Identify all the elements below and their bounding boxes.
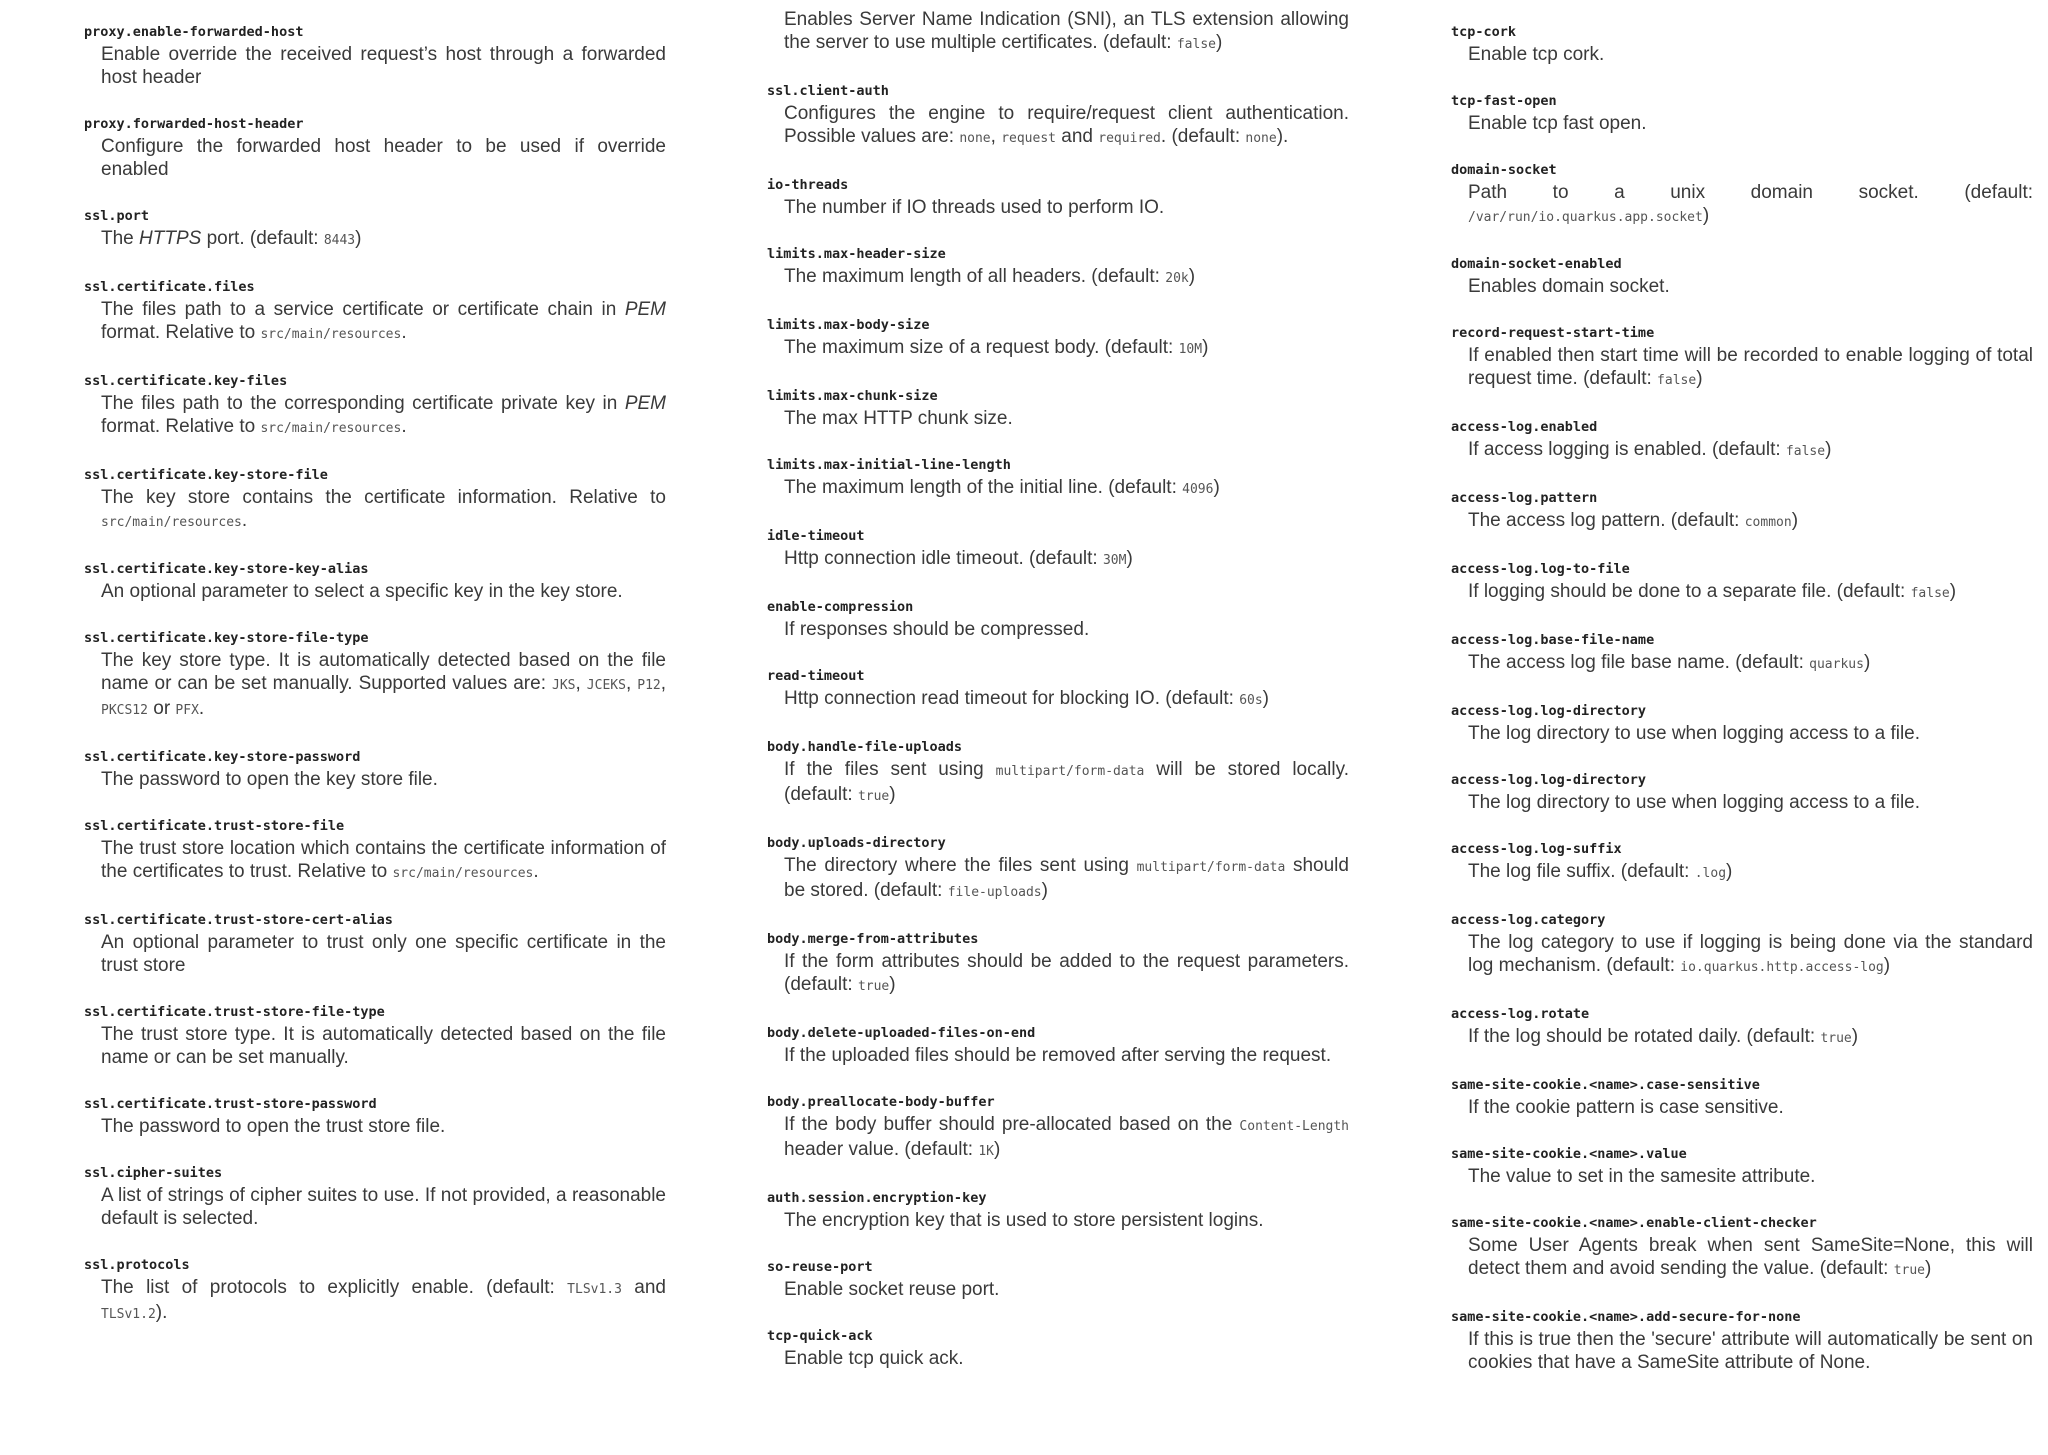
description-text: .	[401, 416, 407, 437]
description-text: )	[1202, 337, 1209, 358]
config-key: ssl.certificate.key-files	[84, 373, 288, 389]
config-key: access-log.category	[1451, 912, 1606, 928]
config-key: access-log.rotate	[1451, 1006, 1590, 1022]
inline-code: false	[1176, 37, 1216, 52]
config-key: record-request-start-time	[1451, 325, 1655, 341]
config-description	[101, 580, 666, 603]
config-description	[1468, 1025, 2033, 1050]
config-entry	[84, 1004, 666, 1069]
config-entry	[1451, 561, 2033, 605]
config-key: access-log.enabled	[1451, 419, 1598, 435]
column-3	[1451, 14, 2033, 1455]
description-text: will be stored locally. (default:	[784, 759, 1349, 805]
description-text: )	[355, 228, 362, 249]
config-entry	[767, 1190, 1349, 1232]
config-key: tcp-fast-open	[1451, 93, 1557, 109]
description-text: The password to open the key store file.	[101, 769, 438, 790]
config-key: ssl.protocols	[84, 1257, 190, 1273]
inline-code: /var/run/io.quarkus.app.socket	[1468, 210, 1703, 225]
config-description	[784, 336, 1349, 361]
config-key: access-log.log-directory	[1451, 703, 1647, 719]
column-2	[767, 8, 1349, 1455]
config-entry	[1451, 1309, 2033, 1374]
description-text: and	[621, 1277, 666, 1298]
description-text: Some User Agents break when sent SameSite=None, this will detect them and avoid sending the value. (default:	[1468, 1235, 2033, 1279]
config-entry	[84, 467, 666, 534]
config-key: idle-timeout	[767, 528, 865, 544]
config-entry	[84, 1096, 666, 1138]
config-description	[784, 102, 1349, 150]
config-description	[784, 854, 1349, 904]
config-description	[1468, 791, 2033, 814]
description-text: Enables domain socket.	[1468, 276, 1670, 297]
emphasis-text: PEM	[624, 299, 666, 320]
config-entry	[1451, 256, 2033, 298]
description-text: The key store type. It is automatically detected based on the file name or can be set manually. Supported values are:	[101, 650, 666, 694]
config-description	[784, 618, 1349, 641]
inline-code: none	[959, 131, 991, 146]
config-entry	[767, 1094, 1349, 1163]
description-text: ,	[575, 673, 587, 694]
description-text: . (default:	[1160, 126, 1246, 147]
description-text: If the body buffer should pre-allocated based on the	[784, 1114, 1240, 1135]
config-key: access-log.base-file-name	[1451, 632, 1655, 648]
description-text: If the files sent using	[784, 759, 996, 780]
config-entry	[1451, 93, 2033, 135]
config-key: access-log.log-directory	[1451, 772, 1647, 788]
description-text: An optional parameter to select a specific key in the key store.	[101, 581, 623, 602]
description-text: The maximum length of the initial line. (default:	[784, 477, 1183, 498]
config-key: read-timeout	[767, 668, 865, 684]
description-text: The	[101, 228, 140, 249]
inline-code: true	[857, 979, 890, 994]
inline-code: 1K	[978, 1144, 995, 1159]
config-entry	[84, 279, 666, 346]
config-entry	[84, 373, 666, 440]
config-entry	[84, 116, 666, 181]
config-entry	[767, 8, 1349, 56]
config-key: limits.max-body-size	[767, 317, 930, 333]
description-text: The log file suffix. (default:	[1468, 861, 1695, 882]
config-entry	[84, 561, 666, 603]
config-description	[784, 407, 1349, 430]
config-description	[784, 196, 1349, 219]
config-description	[784, 547, 1349, 572]
config-entry	[767, 177, 1349, 219]
config-entry	[84, 912, 666, 977]
description-text: If this is true then the 'secure' attribute will automatically be sent on cookies that have a SameSite attribute of None.	[1468, 1329, 2033, 1373]
config-description	[1468, 580, 2033, 605]
description-text: The trust store type. It is automatically detected based on the file name or can be set manually.	[101, 1024, 666, 1068]
description-text: An optional parameter to trust only one specific certificate in the trust store	[101, 932, 666, 976]
config-key: ssl.client-auth	[767, 83, 889, 99]
config-description	[1468, 1165, 2033, 1188]
description-text: Enable tcp cork.	[1468, 44, 1605, 65]
config-key: body.preallocate-body-buffer	[767, 1094, 995, 1110]
description-text: The access log file base name. (default:	[1468, 652, 1810, 673]
config-key: domain-socket	[1451, 162, 1557, 178]
description-text: )	[1126, 548, 1133, 569]
config-description	[1468, 651, 2033, 676]
config-key: ssl.cipher-suites	[84, 1165, 223, 1181]
inline-code: TLSv1.3	[567, 1282, 622, 1297]
config-entry	[84, 749, 666, 791]
description-text: Configures the engine to require/request client authentication. Possible values are:	[784, 103, 1349, 147]
config-key: body.merge-from-attributes	[767, 931, 979, 947]
description-text: )	[1215, 32, 1223, 53]
config-key: ssl.port	[84, 208, 150, 224]
config-key: access-log.log-to-file	[1451, 561, 1630, 577]
config-entry	[767, 599, 1349, 641]
description-text: )	[1702, 205, 1710, 226]
config-key: access-log.log-suffix	[1451, 841, 1622, 857]
config-key: enable-compression	[767, 599, 914, 615]
config-entry	[1451, 1215, 2033, 1282]
description-text: The directory where the files sent using	[784, 855, 1137, 876]
inline-code: 4096	[1182, 482, 1214, 497]
config-description	[101, 1184, 666, 1230]
config-key: ssl.certificate.files	[84, 279, 255, 295]
description-text: Enable socket reuse port.	[784, 1279, 1000, 1300]
config-key: same-site-cookie.<name>.value	[1451, 1146, 1687, 1162]
config-entry	[1451, 772, 2033, 814]
config-entry	[767, 1259, 1349, 1301]
inline-code: required	[1098, 131, 1161, 146]
description-text: The access log pattern. (default:	[1468, 510, 1745, 531]
config-entry	[767, 931, 1349, 998]
description-text: The number if IO threads used to perform IO.	[784, 197, 1165, 218]
config-entry	[84, 208, 666, 252]
inline-code: Content-Length	[1239, 1119, 1349, 1134]
description-text: The log category to use if logging is being done via the standard log mechanism. (default:	[1468, 932, 2033, 976]
description-text: If responses should be compressed.	[784, 619, 1090, 640]
config-description	[1468, 1234, 2033, 1282]
inline-code: false	[1910, 586, 1950, 601]
description-text: port. (default:	[201, 228, 324, 249]
description-text: )	[1863, 652, 1871, 673]
description-text: format. Relative to	[101, 416, 261, 437]
config-entry	[1451, 325, 2033, 392]
description-text: Enable tcp fast open.	[1468, 113, 1647, 134]
config-description	[1468, 438, 2033, 463]
description-text: If logging should be done to a separate file. (default:	[1468, 581, 1911, 602]
config-key: same-site-cookie.<name>.enable-client-checker	[1451, 1215, 1817, 1231]
inline-code: 8443	[323, 233, 356, 248]
config-key: limits.max-header-size	[767, 246, 946, 262]
inline-code: false	[1657, 373, 1697, 388]
description-text: Enable override the received request’s host through a forwarded host header	[101, 44, 666, 88]
config-key: body.uploads-directory	[767, 835, 946, 851]
config-entry	[1451, 490, 2033, 534]
config-key: tcp-cork	[1451, 24, 1517, 40]
config-description	[1468, 722, 2033, 745]
config-description	[784, 476, 1349, 501]
description-text: )	[1883, 955, 1891, 976]
config-key: ssl.certificate.key-store-key-alias	[84, 561, 369, 577]
description-text: )	[1825, 439, 1832, 460]
config-description	[101, 1023, 666, 1069]
config-entry	[1451, 1077, 2033, 1119]
config-entry	[84, 630, 666, 722]
config-key: so-reuse-port	[767, 1259, 873, 1275]
config-entry	[84, 818, 666, 885]
config-description	[784, 687, 1349, 712]
config-key: ssl.certificate.trust-store-cert-alias	[84, 912, 393, 928]
config-entry	[767, 739, 1349, 808]
inline-code: JCEKS	[586, 678, 626, 693]
inline-code: multipart/form-data	[995, 764, 1145, 779]
description-text: or	[147, 698, 176, 719]
inline-code: true	[1820, 1031, 1852, 1046]
config-key: body.handle-file-uploads	[767, 739, 963, 755]
config-description	[101, 135, 666, 181]
description-text: )	[889, 784, 896, 805]
description-text: Enables Server Name Indication (SNI), an TLS extension allowing the server to use multiple certificates. (default:	[784, 9, 1349, 53]
config-description	[784, 8, 1349, 56]
description-text: Http connection read timeout for blocking IO. (default:	[784, 688, 1240, 709]
inline-code: none	[1245, 131, 1277, 146]
description-text: The log directory to use when logging access to a file.	[1468, 723, 1921, 744]
inline-code: src/main/resources	[260, 421, 402, 436]
description-text: The maximum size of a request body. (default:	[784, 337, 1179, 358]
description-text: )	[1041, 880, 1048, 901]
description-text: )	[994, 1139, 1001, 1160]
inline-code: src/main/resources	[260, 327, 402, 342]
config-description	[1468, 344, 2033, 392]
description-text: ).	[155, 1302, 168, 1323]
inline-code: file-uploads	[947, 885, 1042, 900]
config-description	[101, 1276, 666, 1326]
description-text: Configure the forwarded host header to be used if override enabled	[101, 136, 666, 180]
config-entry	[767, 528, 1349, 572]
description-text: )	[889, 974, 896, 995]
inline-code: false	[1785, 444, 1826, 459]
description-text: If enabled then start time will be recorded to enable logging of total request time. (default:	[1468, 345, 2033, 389]
config-description	[1468, 931, 2033, 979]
description-text: The password to open the trust store file.	[101, 1116, 446, 1137]
description-text: )	[1949, 581, 1957, 602]
config-description	[784, 265, 1349, 290]
config-description	[101, 649, 666, 722]
description-text: The log directory to use when logging access to a file.	[1468, 792, 1921, 813]
description-text: Enable tcp quick ack.	[784, 1348, 964, 1369]
inline-code: true	[1893, 1263, 1925, 1278]
description-text: )	[1696, 368, 1703, 389]
inline-code: quarkus	[1809, 657, 1864, 672]
config-key: domain-socket-enabled	[1451, 256, 1622, 272]
config-entry	[767, 457, 1349, 501]
column-1	[84, 14, 666, 1455]
config-key: ssl.certificate.key-store-file-type	[84, 630, 369, 646]
config-description	[101, 837, 666, 885]
config-description	[784, 1347, 1349, 1370]
config-entry	[767, 835, 1349, 904]
emphasis-text: PEM	[624, 393, 666, 414]
config-entry	[767, 83, 1349, 150]
description-text: The list of protocols to explicitly enable. (default:	[101, 1277, 568, 1298]
inline-code: src/main/resources	[101, 515, 242, 530]
config-key: same-site-cookie.<name>.case-sensitive	[1451, 1077, 1760, 1093]
description-text: )	[1925, 1258, 1932, 1279]
config-entry	[1451, 912, 2033, 979]
config-entry	[767, 388, 1349, 430]
config-description	[784, 950, 1349, 998]
config-key: access-log.pattern	[1451, 490, 1598, 506]
config-entry	[1451, 703, 2033, 745]
inline-code: PKCS12	[101, 703, 148, 718]
config-key: ssl.certificate.trust-store-password	[84, 1096, 377, 1112]
config-key: tcp-quick-ack	[767, 1328, 873, 1344]
description-text: If the cookie pattern is case sensitive.	[1468, 1097, 1784, 1118]
config-description	[1468, 112, 2033, 135]
config-description	[1468, 509, 2033, 534]
config-key: io-threads	[767, 177, 849, 193]
config-entry	[1451, 419, 2033, 463]
config-key: body.delete-uploaded-files-on-end	[767, 1025, 1036, 1041]
config-key: proxy.enable-forwarded-host	[84, 24, 304, 40]
config-key: ssl.certificate.trust-store-file	[84, 818, 345, 834]
description-text: ,	[990, 126, 1002, 147]
config-description	[101, 298, 666, 346]
config-entry	[767, 317, 1349, 361]
config-entry	[1451, 1006, 2033, 1050]
config-entry	[767, 1328, 1349, 1370]
description-text: Http connection idle timeout. (default:	[784, 548, 1103, 569]
description-text: )	[1851, 1026, 1859, 1047]
inline-code: src/main/resources	[392, 866, 534, 881]
description-text: .	[241, 510, 248, 531]
config-description	[1468, 43, 2033, 66]
config-entry	[767, 1025, 1349, 1067]
config-description	[1468, 860, 2033, 885]
config-entry	[1451, 1146, 2033, 1188]
emphasis-text: HTTPS	[139, 228, 202, 249]
config-description	[101, 931, 666, 977]
inline-code: JKS	[552, 678, 576, 693]
description-text: )	[1726, 861, 1733, 882]
config-key: limits.max-chunk-size	[767, 388, 938, 404]
description-text: The encryption key that is used to store persistent logins.	[784, 1210, 1264, 1231]
config-description	[101, 392, 666, 440]
config-description	[101, 43, 666, 89]
description-text: .	[198, 698, 205, 719]
config-description	[784, 1278, 1349, 1301]
config-key: limits.max-initial-line-length	[767, 457, 1011, 473]
config-entry	[1451, 841, 2033, 885]
config-entry	[1451, 632, 2033, 676]
description-text: )	[1213, 477, 1220, 498]
config-key: ssl.certificate.key-store-password	[84, 749, 361, 765]
description-text: The maximum length of all headers. (default:	[784, 266, 1166, 287]
description-text: should be stored. (default:	[784, 855, 1349, 901]
inline-code: P12	[637, 678, 661, 693]
config-description	[784, 1113, 1349, 1163]
config-entry	[1451, 24, 2033, 66]
config-key: ssl.certificate.key-store-file	[84, 467, 328, 483]
config-entry	[767, 246, 1349, 290]
description-text: The files path to a service certificate or certificate chain in	[101, 299, 625, 320]
config-description	[101, 486, 666, 534]
inline-code: 30M	[1102, 553, 1127, 568]
description-text: and	[1056, 126, 1099, 147]
description-text: ).	[1276, 126, 1289, 147]
config-description	[784, 1209, 1349, 1232]
config-key: auth.session.encryption-key	[767, 1190, 987, 1206]
config-description	[784, 1044, 1349, 1067]
description-text: The key store contains the certificate information. Relative to	[101, 487, 666, 508]
description-text: The max HTTP chunk size.	[784, 408, 1013, 429]
config-entry	[84, 24, 666, 89]
inline-code: common	[1744, 515, 1792, 530]
inline-code: 10M	[1178, 342, 1203, 357]
description-text: If access logging is enabled. (default:	[1468, 439, 1786, 460]
config-description	[1468, 1096, 2033, 1119]
description-text: The value to set in the samesite attribute.	[1468, 1166, 1816, 1187]
description-text: )	[1791, 510, 1799, 531]
config-entry	[767, 668, 1349, 712]
config-description	[1468, 275, 2033, 298]
description-text: .	[533, 861, 539, 882]
inline-code: TLSv1.2	[101, 1307, 156, 1322]
description-text: )	[1262, 688, 1269, 709]
config-description	[784, 758, 1349, 808]
inline-code: .log	[1694, 866, 1727, 881]
inline-code: multipart/form-data	[1136, 860, 1286, 875]
description-text: .	[401, 322, 407, 343]
inline-code: 20k	[1165, 271, 1189, 286]
description-text: format. Relative to	[101, 322, 261, 343]
config-key: proxy.forwarded-host-header	[84, 116, 304, 132]
config-description	[101, 1115, 666, 1138]
config-key: same-site-cookie.<name>.add-secure-for-none	[1451, 1309, 1801, 1325]
description-text: If the uploaded files should be removed after serving the request.	[784, 1045, 1332, 1066]
inline-code: PFX	[175, 703, 199, 718]
inline-code: io.quarkus.http.access-log	[1680, 960, 1884, 975]
description-text: The trust store location which contains the certificate information of the certificates to trust. Relative to	[101, 838, 666, 882]
description-text: ,	[660, 673, 666, 694]
inline-code: 60s	[1239, 693, 1263, 708]
description-text: A list of strings of cipher suites to use. If not provided, a reasonable default is selected.	[101, 1185, 666, 1229]
inline-code: request	[1001, 131, 1056, 146]
description-text: ,	[625, 673, 638, 694]
config-description	[101, 227, 666, 252]
config-description	[1468, 1328, 2033, 1374]
description-text: Path to a unix domain socket. (default:	[1468, 182, 2033, 203]
config-entry	[84, 1165, 666, 1230]
description-text: If the form attributes should be added to the request parameters. (default:	[784, 951, 1349, 995]
inline-code: true	[857, 789, 890, 804]
config-key: ssl.certificate.trust-store-file-type	[84, 1004, 385, 1020]
config-description	[1468, 181, 2033, 229]
config-entry	[1451, 162, 2033, 229]
description-text: The files path to the corresponding certificate private key in	[101, 393, 625, 414]
config-description	[101, 768, 666, 791]
config-entry	[84, 1257, 666, 1326]
description-text: If the log should be rotated daily. (default:	[1468, 1026, 1821, 1047]
description-text: header value. (default:	[784, 1139, 979, 1160]
description-text: )	[1188, 266, 1196, 287]
